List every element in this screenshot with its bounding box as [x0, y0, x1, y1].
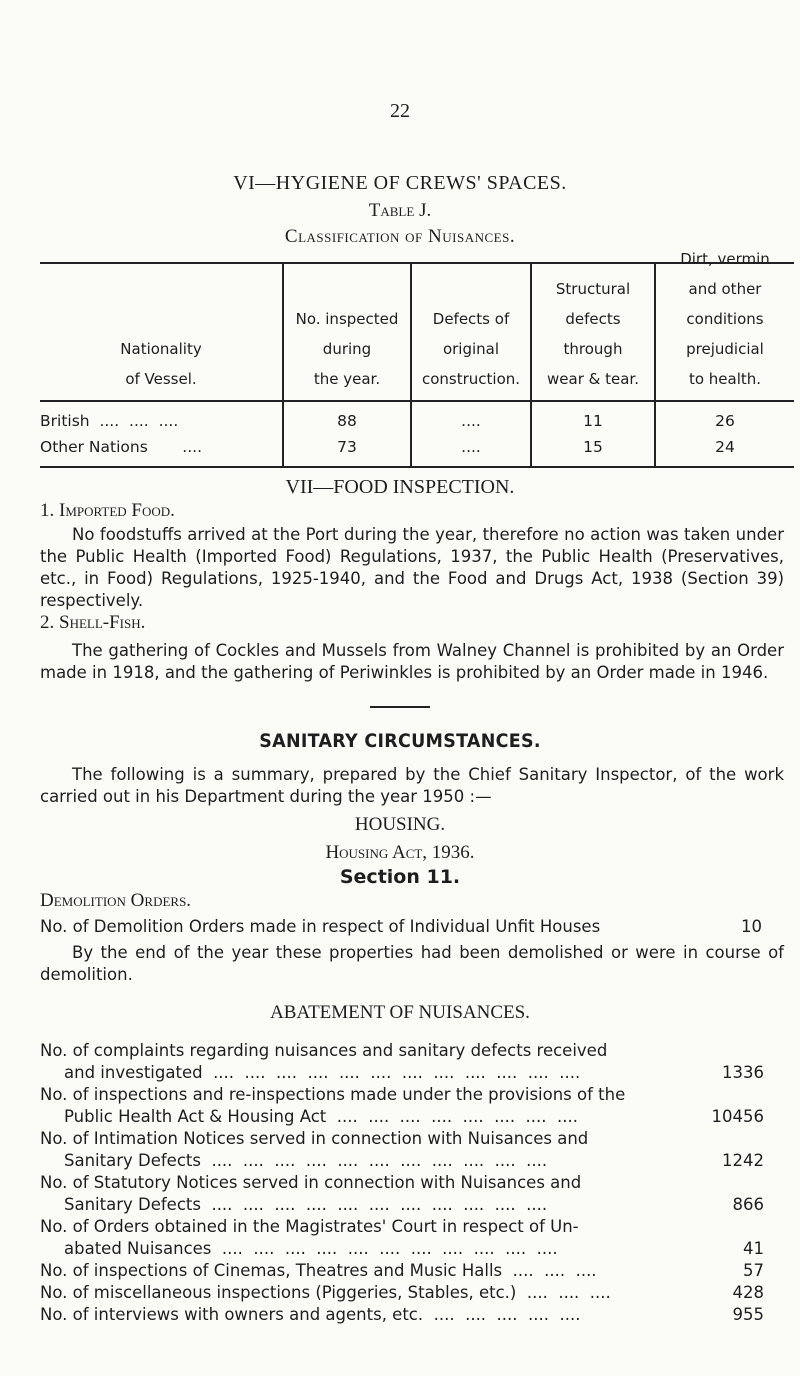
section-divider [370, 706, 430, 708]
table-cell: 26 [715, 412, 735, 430]
list-value: 1336 [722, 1063, 764, 1082]
list-value: 57 [743, 1261, 764, 1280]
row-label-other-nations: Other Nations .... [40, 438, 202, 456]
list-item: No. of miscellaneous inspections (Piggeries, Stables, etc.) .... .... .... [40, 1283, 611, 1302]
heading-shell-fish: 2. Shell-Fish. [40, 612, 146, 633]
row-label-british: British .... .... .... [40, 412, 179, 430]
list-item: No. of inspections of Cinemas, Theatres and Music Halls .... .... .... [40, 1261, 597, 1280]
header-dirt-vermin: Dirt, vermin and other conditions prejudicial to health. [680, 250, 770, 388]
list-item: No. of complaints regarding nuisances and sanitary defects received [40, 1041, 608, 1060]
table-cell: 11 [583, 412, 603, 430]
list-item: No. of Intimation Notices served in connection with Nuisances and [40, 1129, 589, 1148]
list-item: No. of Statutory Notices served in connection with Nuisances and [40, 1173, 582, 1192]
paragraph-shell-fish: The gathering of Cockles and Mussels from Walney Channel is prohibited by an Order made in 1918, and the gathering of Periwinkles is prohibited by an Order made in 1946. [40, 641, 784, 682]
heading-section-11: Section 11. [339, 866, 461, 888]
nuisance-classification-table [40, 250, 794, 468]
table-cell: 73 [337, 438, 357, 456]
section-title-sanitary: SANITARY CIRCUMSTANCES. [259, 730, 541, 752]
paragraph-sanitary-intro: The following is a summary, prepared by the Chief Sanitary Inspector, of the work carried out in his Department during the year 1950 :— [40, 765, 784, 806]
table-cell: 88 [337, 412, 357, 430]
table-cell: .... [461, 412, 481, 430]
list-value: 1242 [722, 1151, 764, 1170]
section-title-food: VII—FOOD INSPECTION. [285, 476, 515, 498]
list-value: 10456 [711, 1107, 764, 1126]
header-original-defects: Defects of original construction. [421, 310, 521, 388]
header-inspected: No. inspected during the year. [295, 310, 399, 388]
paragraph-imported-food: No foodstuffs arrived at the Port during the year, therefore no action was taken under the Public Health (Imported Food) Regulations, 1937, the Public Health (Preservatives, etc., in Food) Regulations, 1925-1940, and the Food and Drugs Act, 1938 (Section 39) respectively. [40, 525, 784, 610]
list-item: No. of Orders obtained in the Magistrates' Court in respect of Un- [40, 1217, 579, 1236]
table-cell: .... [461, 438, 481, 456]
paragraph-demolition: By the end of the year these properties had been demolished or were in course of demolition. [40, 943, 784, 984]
section-title-hygiene: VI—HYGIENE OF CREWS' SPACES. [233, 172, 567, 194]
list-item-cont: abated Nuisances .... .... .... .... .... .... .... .... .... .... .... [64, 1239, 558, 1258]
table-cell: 15 [583, 438, 603, 456]
heading-demolition-orders: Demolition Orders. [40, 890, 192, 911]
heading-housing-act: Housing Act, 1936. [325, 842, 475, 863]
list-value: 955 [732, 1305, 764, 1324]
list-value: 41 [743, 1239, 764, 1258]
page-number: 22 [390, 100, 410, 122]
list-item-cont: Public Health Act & Housing Act .... .... .... .... .... .... .... .... [64, 1107, 579, 1126]
table-header-rule [40, 400, 794, 402]
demolition-orders-line: No. of Demolition Orders made in respect of Individual Unfit Houses [40, 917, 601, 936]
heading-imported-food: 1. Imported Food. [40, 500, 175, 521]
list-item: No. of inspections and re-inspections made under the provisions of the [40, 1085, 626, 1104]
table-bottom-rule [40, 466, 794, 468]
list-item-cont: Sanitary Defects .... .... .... .... .... .... .... .... .... .... .... [64, 1151, 548, 1170]
table-cell: 24 [715, 438, 735, 456]
header-structural-defects: Structural defects through wear & tear. [547, 280, 639, 388]
heading-housing: HOUSING. [354, 814, 446, 835]
list-item-cont: Sanitary Defects .... .... .... .... .... .... .... .... .... .... .... [64, 1195, 548, 1214]
heading-abatement: ABATEMENT OF NUISANCES. [270, 1002, 530, 1023]
list-value: 428 [732, 1283, 764, 1302]
list-item: No. of interviews with owners and agents, etc. .... .... .... .... .... [40, 1305, 581, 1324]
table-label: Table J. [368, 200, 432, 221]
demolition-orders-value: 10 [741, 917, 762, 936]
table-caption: Classification of Nuisances. [284, 226, 516, 247]
header-nationality: Nationality of Vessel. [120, 340, 202, 388]
list-value: 866 [732, 1195, 764, 1214]
list-item-cont: and investigated .... .... .... .... .... .... .... .... .... .... .... .... [64, 1063, 581, 1082]
